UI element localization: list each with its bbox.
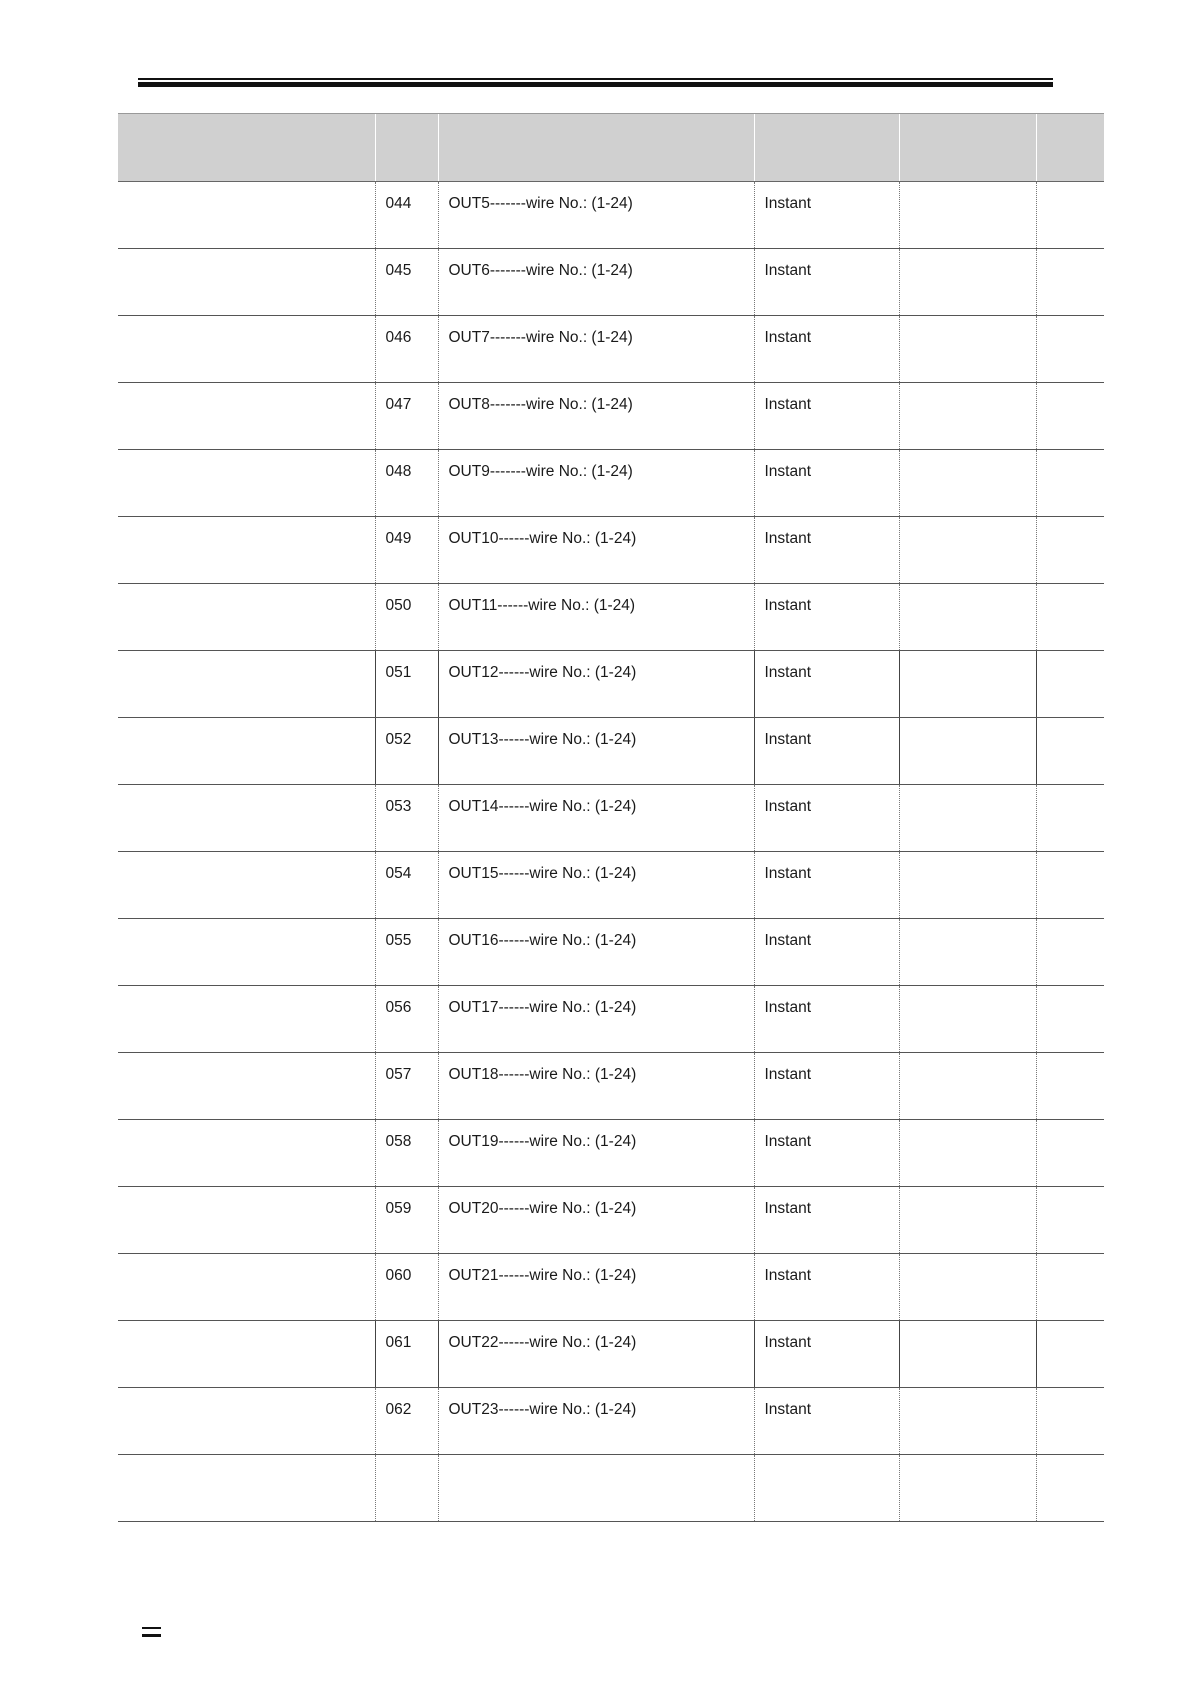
setting-cell: Instant [754,785,899,852]
function-cell [118,651,375,718]
setting-cell: Instant [754,718,899,785]
code-cell: 057 [375,1053,438,1120]
table-row [118,1388,1104,1455]
extra-cell [1036,182,1104,249]
function-cell [118,785,375,852]
default-cell [899,383,1036,450]
description-cell: OUT15------wire No.: (1-24) [438,852,754,919]
default-cell [899,986,1036,1053]
extra-cell [1036,1120,1104,1187]
extra-cell [1036,651,1104,718]
extra-cell [1036,1321,1104,1388]
table-row [118,718,1104,785]
code-cell: 049 [375,517,438,584]
extra-cell [1036,785,1104,852]
code-cell: 060 [375,1254,438,1321]
setting-cell: Instant [754,919,899,986]
extra-cell [1036,852,1104,919]
default-cell [899,785,1036,852]
setting-cell: Instant [754,986,899,1053]
code-cell: 052 [375,718,438,785]
function-cell [118,584,375,651]
extra-cell [1036,1455,1104,1522]
function-cell [118,383,375,450]
table-row [118,249,1104,316]
code-cell: 061 [375,1321,438,1388]
description-cell: OUT11------wire No.: (1-24) [438,584,754,651]
description-cell: OUT17------wire No.: (1-24) [438,986,754,1053]
extra-cell [1036,1254,1104,1321]
function-cell [118,986,375,1053]
function-cell [118,450,375,517]
default-cell [899,316,1036,383]
function-cell [118,316,375,383]
footer-mark [142,1627,161,1637]
default-cell [899,651,1036,718]
setting-cell: Instant [754,1254,899,1321]
default-cell [899,1120,1036,1187]
table-row [118,316,1104,383]
table-row [118,450,1104,517]
default-cell [899,1254,1036,1321]
code-cell: 048 [375,450,438,517]
table-row [118,517,1104,584]
code-cell: 050 [375,584,438,651]
function-cell [118,1120,375,1187]
default-cell [899,919,1036,986]
default-cell [899,1388,1036,1455]
function-cell [118,1254,375,1321]
code-cell: 044 [375,182,438,249]
function-cell [118,517,375,584]
setting-cell: Instant [754,450,899,517]
footer-mark-line-bottom [142,1634,161,1637]
code-cell: 059 [375,1187,438,1254]
description-cell: OUT19------wire No.: (1-24) [438,1120,754,1187]
function-cell [118,919,375,986]
header-rule-thick [138,82,1053,87]
default-cell [899,249,1036,316]
setting-cell: Instant [754,1053,899,1120]
header-cell-function [118,114,375,182]
table-row [118,919,1104,986]
description-cell: OUT12------wire No.: (1-24) [438,651,754,718]
function-cell [118,1053,375,1120]
description-cell: OUT9-------wire No.: (1-24) [438,450,754,517]
extra-cell [1036,919,1104,986]
description-cell: OUT6-------wire No.: (1-24) [438,249,754,316]
default-cell [899,517,1036,584]
table-row [118,383,1104,450]
setting-cell: Instant [754,584,899,651]
description-cell: OUT18------wire No.: (1-24) [438,1053,754,1120]
extra-cell [1036,517,1104,584]
extra-cell [1036,584,1104,651]
function-cell [118,1187,375,1254]
code-cell [375,1455,438,1522]
table-row [118,651,1104,718]
header-cell-description [438,114,754,182]
setting-cell: Instant [754,1187,899,1254]
code-cell: 053 [375,785,438,852]
table-row [118,1187,1104,1254]
default-cell [899,1053,1036,1120]
table-row [118,1120,1104,1187]
description-cell: OUT23------wire No.: (1-24) [438,1388,754,1455]
header-cell-setting [754,114,899,182]
parameter-table [118,113,1104,1522]
description-cell: OUT14------wire No.: (1-24) [438,785,754,852]
extra-cell [1036,1187,1104,1254]
table-row [118,182,1104,249]
table-row [118,1455,1104,1522]
description-cell: OUT7-------wire No.: (1-24) [438,316,754,383]
function-cell [118,1455,375,1522]
description-cell: OUT13------wire No.: (1-24) [438,718,754,785]
code-cell: 058 [375,1120,438,1187]
description-cell: OUT10------wire No.: (1-24) [438,517,754,584]
setting-cell: Instant [754,182,899,249]
code-cell: 055 [375,919,438,986]
setting-cell: Instant [754,517,899,584]
setting-cell: Instant [754,1321,899,1388]
default-cell [899,1187,1036,1254]
setting-cell: Instant [754,1388,899,1455]
description-cell: OUT8-------wire No.: (1-24) [438,383,754,450]
header-rule [138,78,1053,88]
header-rule-thin [138,78,1053,80]
default-cell [899,584,1036,651]
code-cell: 051 [375,651,438,718]
table-row [118,852,1104,919]
setting-cell: Instant [754,249,899,316]
description-cell: OUT22------wire No.: (1-24) [438,1321,754,1388]
description-cell: OUT21------wire No.: (1-24) [438,1254,754,1321]
setting-cell [754,1455,899,1522]
table-row [118,1053,1104,1120]
default-cell [899,1455,1036,1522]
default-cell [899,450,1036,517]
setting-cell: Instant [754,1120,899,1187]
code-cell: 054 [375,852,438,919]
header-cell-extra [1036,114,1104,182]
code-cell: 047 [375,383,438,450]
setting-cell: Instant [754,852,899,919]
description-cell [438,1455,754,1522]
function-cell [118,249,375,316]
code-cell: 045 [375,249,438,316]
extra-cell [1036,383,1104,450]
extra-cell [1036,316,1104,383]
default-cell [899,718,1036,785]
code-cell: 062 [375,1388,438,1455]
function-cell [118,182,375,249]
table-row [118,986,1104,1053]
extra-cell [1036,718,1104,785]
setting-cell: Instant [754,316,899,383]
extra-cell [1036,249,1104,316]
extra-cell [1036,1388,1104,1455]
code-cell: 056 [375,986,438,1053]
function-cell [118,1388,375,1455]
description-cell: OUT20------wire No.: (1-24) [438,1187,754,1254]
code-cell: 046 [375,316,438,383]
extra-cell [1036,986,1104,1053]
setting-cell: Instant [754,651,899,718]
extra-cell [1036,450,1104,517]
description-cell: OUT5-------wire No.: (1-24) [438,182,754,249]
table-row [118,1321,1104,1388]
setting-cell: Instant [754,383,899,450]
header-cell-code [375,114,438,182]
function-cell [118,1321,375,1388]
table-row [118,785,1104,852]
table-row [118,1254,1104,1321]
default-cell [899,852,1036,919]
header-cell-default [899,114,1036,182]
table-header-row [118,114,1104,182]
footer-mark-line-top [142,1627,161,1629]
extra-cell [1036,1053,1104,1120]
function-cell [118,718,375,785]
default-cell [899,1321,1036,1388]
table-row [118,584,1104,651]
description-cell: OUT16------wire No.: (1-24) [438,919,754,986]
default-cell [899,182,1036,249]
function-cell [118,852,375,919]
